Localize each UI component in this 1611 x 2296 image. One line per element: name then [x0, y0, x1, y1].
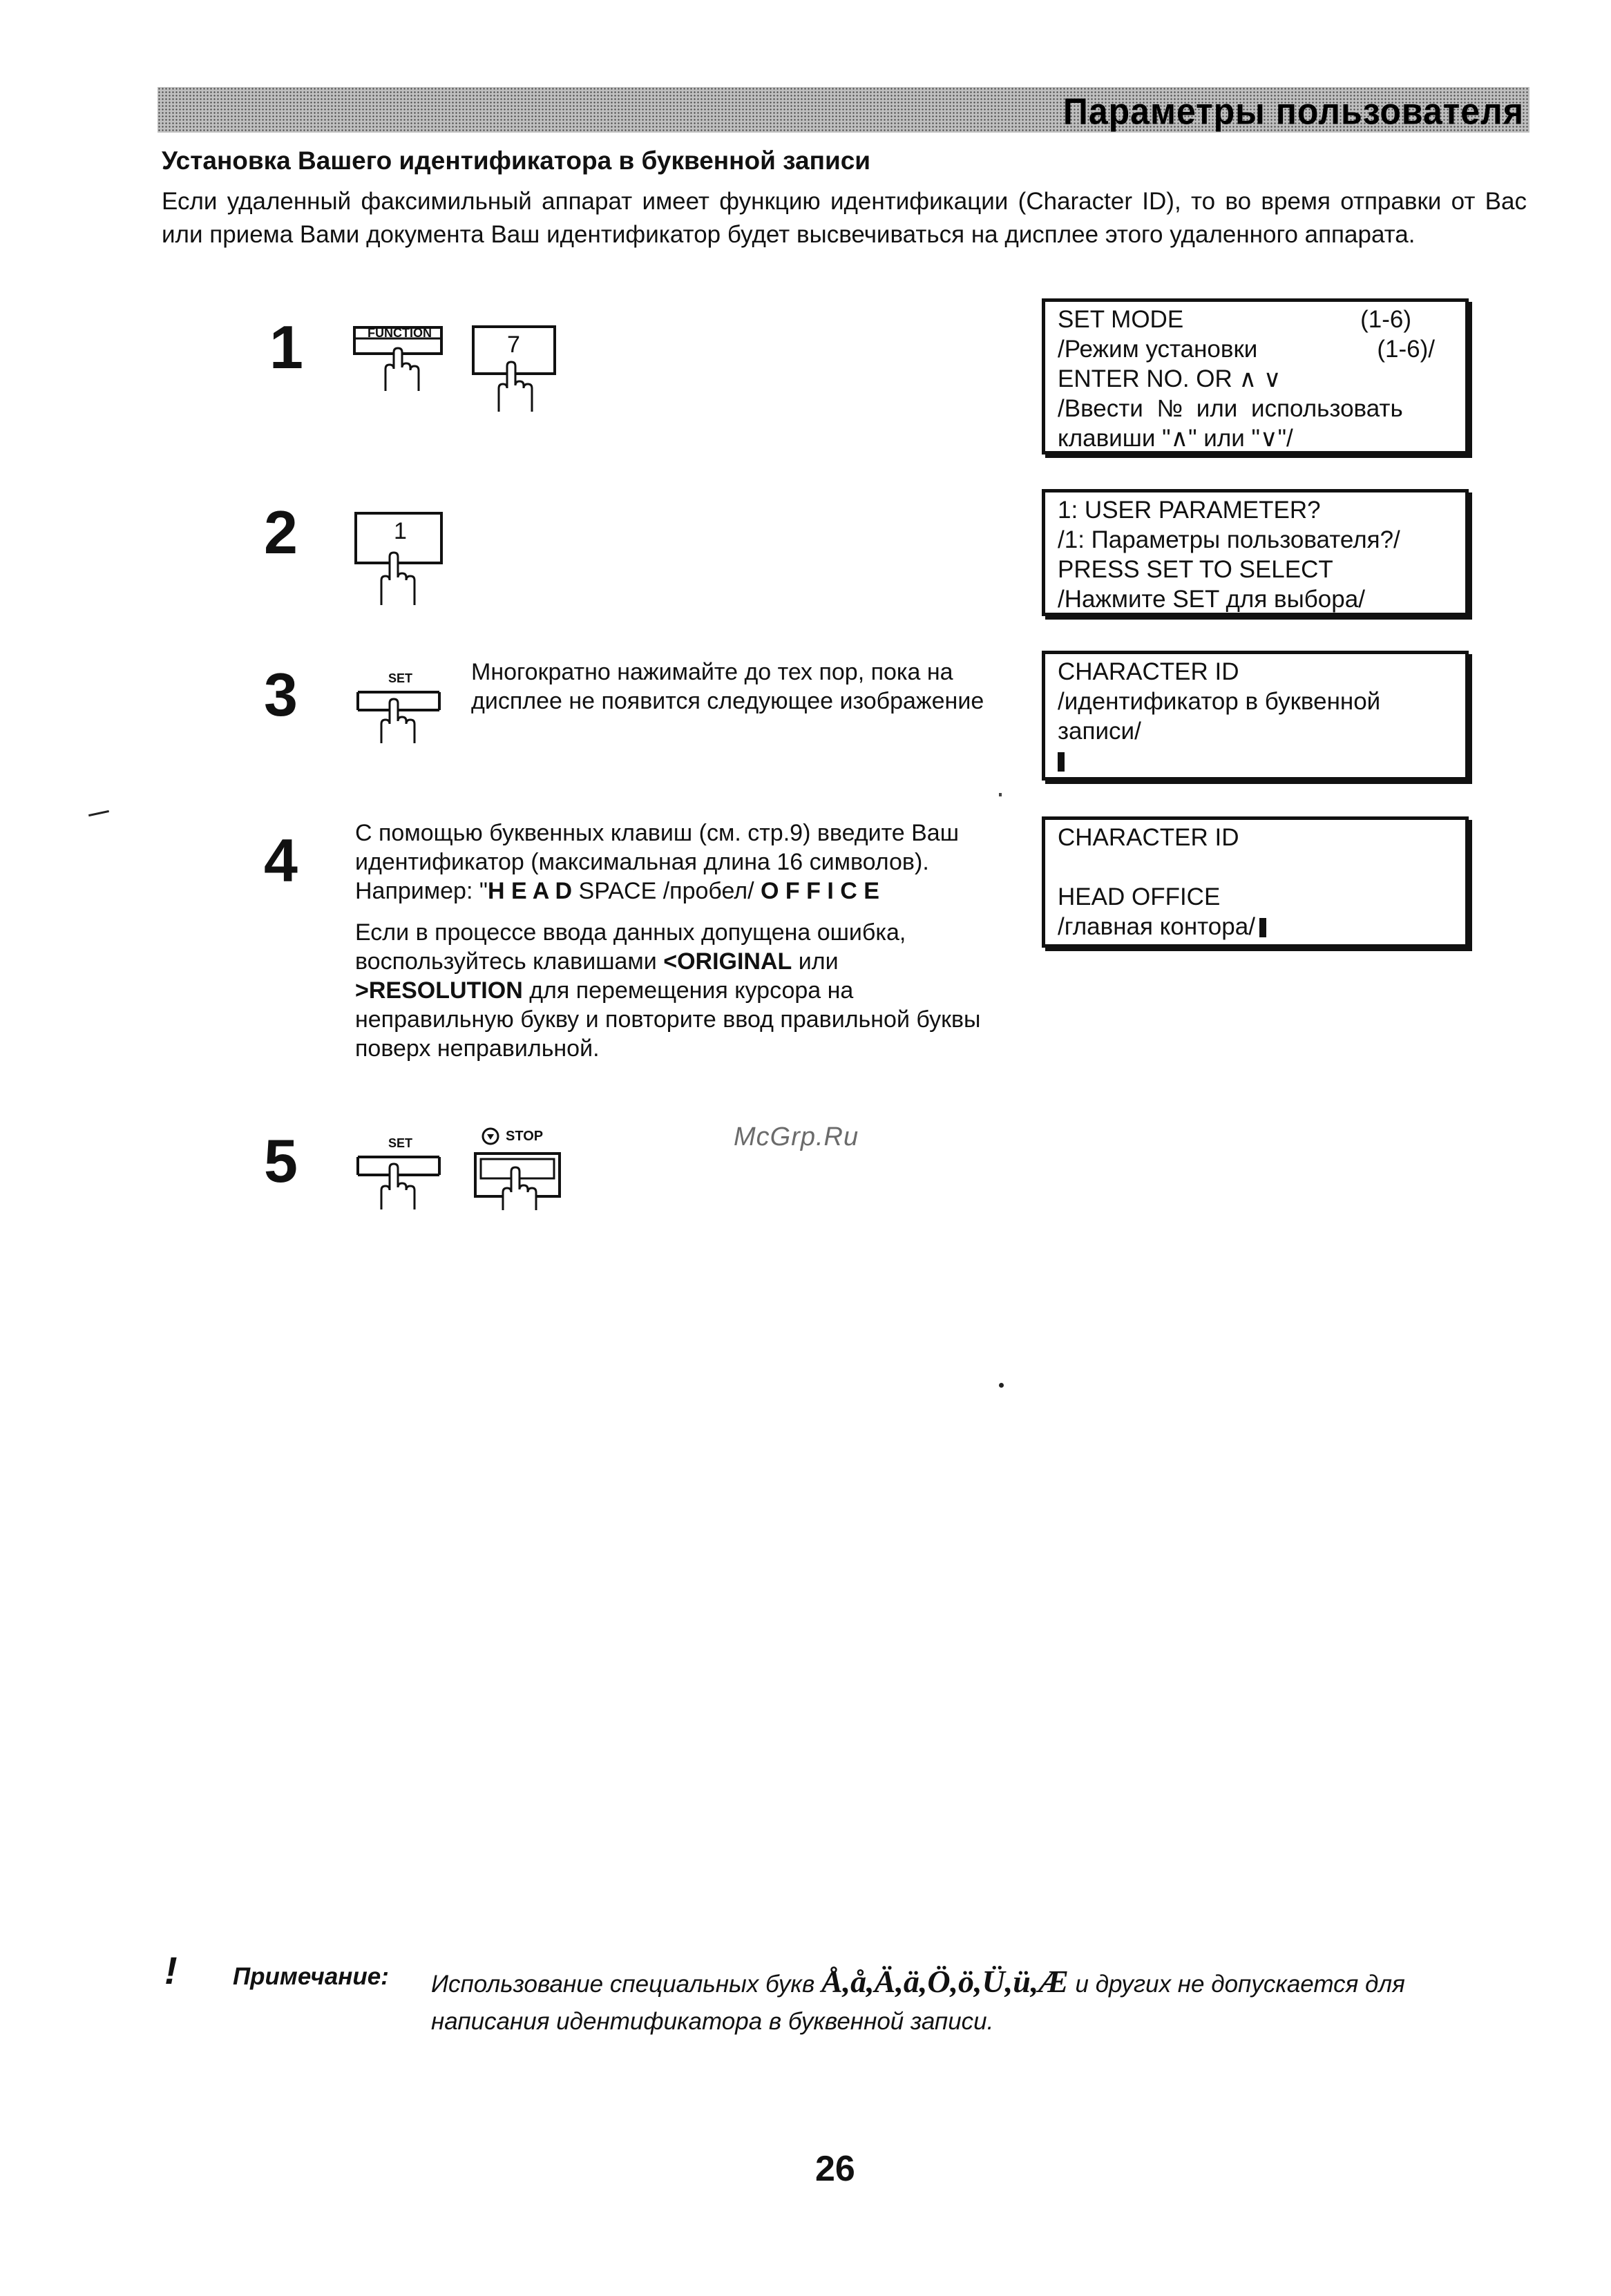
page-number: 26: [815, 2149, 855, 2189]
key-7-label: 7: [507, 332, 520, 358]
lcd-text: /Нажмите SET для выбора/: [1058, 586, 1365, 613]
note-text: [431, 1963, 1529, 2040]
text-cursor: [1058, 752, 1065, 772]
lcd-text: HEAD OFFICE: [1058, 883, 1221, 910]
correction-text-2: или: [792, 948, 839, 975]
example-prefix: Например: ": [355, 878, 488, 904]
step-4-example: [355, 877, 991, 906]
scan-mark: [999, 1383, 1004, 1388]
example-office: O F F I C E: [761, 878, 879, 904]
key-7[interactable]: [471, 325, 558, 414]
lcd-row: [1058, 305, 1453, 334]
lcd-text: /1: Параметры пользователя?/: [1058, 526, 1400, 553]
step-4-correction: [355, 918, 991, 1063]
lcd-display-user-parameter: [1042, 489, 1469, 616]
lcd-text: ENTER NO. OR ∧ ∨: [1058, 365, 1281, 392]
correction-text-1: Если в процессе ввода данных допущена ошибка, воспользуйтесь клавишами: [355, 919, 906, 975]
scan-mark: [88, 810, 109, 816]
original-key-ref: <ORIGINAL: [663, 948, 792, 975]
lcd-text: 1: USER PARAMETER?: [1058, 497, 1321, 524]
stop-key-label: STOP: [506, 1129, 544, 1144]
set-key-label: SET: [388, 671, 413, 685]
lcd-display-head-office: [1042, 816, 1469, 948]
step-number-3: 3: [264, 660, 298, 729]
lcd-text: CHARACTER ID: [1058, 824, 1239, 851]
step-number-5: 5: [264, 1127, 298, 1195]
key-1[interactable]: [354, 511, 445, 608]
lcd-text: CHARACTER ID: [1058, 658, 1239, 685]
special-letters: Å,å,Ä,ä,Ö,ö,Ü,ü,Æ: [821, 1964, 1069, 1999]
note-label: Примечание:: [233, 1963, 389, 1990]
function-key[interactable]: [352, 325, 445, 394]
note-text-part: и других не допускается для написания идентификатора в буквенной записи.: [431, 1971, 1405, 2035]
set-key-step5-label: SET: [388, 1136, 413, 1150]
step-4-description: [355, 819, 991, 1063]
lcd-text: записи/: [1058, 718, 1141, 745]
lcd-line-with-cursor: [1058, 912, 1453, 941]
set-key-step5[interactable]: [354, 1136, 444, 1212]
step-number-2: 2: [264, 498, 298, 566]
note-text-part: Использование специальных букв: [431, 1971, 821, 1998]
example-head: H E A D: [487, 878, 573, 904]
banner-title: Параметры пользователя: [1062, 90, 1524, 133]
lcd-row: [1058, 334, 1453, 364]
step-3-description: Многократно нажимайте до тех пор, пока на дисплее не появится следующее изображение: [471, 659, 984, 714]
step-number-1: 1: [269, 313, 303, 381]
lcd-display-character-id: [1042, 651, 1469, 781]
step-number-4: 4: [264, 826, 298, 895]
correction-text-3: для перемещения курсора на неправильную букву и повторите ввод правильной буквы поверх неправильной.: [355, 977, 981, 1062]
lcd-text: /Режим установки: [1058, 336, 1258, 363]
stop-key[interactable]: [471, 1126, 565, 1213]
lcd-text: /Ввести № или использовать: [1058, 395, 1403, 422]
section-title: Установка Вашего идентификатора в буквенной записи: [162, 146, 871, 175]
lcd-cursor-line: [1058, 746, 1453, 776]
lcd-text: PRESS SET TO SELECT: [1058, 556, 1333, 583]
text-cursor: [1259, 918, 1266, 937]
function-key-label: FUNCTION: [368, 326, 432, 340]
lcd-text: (1-6): [1360, 306, 1411, 333]
intro-paragraph: Если удаленный факсимильный аппарат имеет функцию идентификации (Character ID), то во время отправки от Вас или приема Вами документа Ваш идентификатор будет высвечиваться на дисплее этого удаленного аппарата.: [162, 188, 1527, 248]
lcd-text: клавиши "∧" или "∨"/: [1058, 425, 1293, 452]
lcd-text: (1-6)/: [1377, 336, 1435, 363]
note-exclamation-icon: !: [164, 1949, 178, 1992]
step-4-instruction: С помощью буквенных клавиш (см. стр.9) введите Ваш идентификатор (максимальная длина 16 символов).: [355, 820, 959, 875]
example-space: SPACE /пробел/: [572, 878, 761, 904]
header-banner: [158, 87, 1529, 133]
key-1-label: 1: [394, 518, 407, 544]
lcd-text: [1058, 852, 1453, 882]
scan-mark: [999, 793, 1002, 796]
watermark: McGrp.Ru: [734, 1122, 859, 1151]
set-key[interactable]: [354, 671, 444, 746]
resolution-key-ref: >RESOLUTION: [355, 977, 523, 1004]
lcd-text: SET MODE: [1058, 306, 1184, 333]
lcd-text: /идентификатор в буквенной: [1058, 688, 1381, 715]
lcd-display-set-mode: [1042, 298, 1469, 455]
lcd-text: /главная контора/: [1058, 913, 1255, 940]
